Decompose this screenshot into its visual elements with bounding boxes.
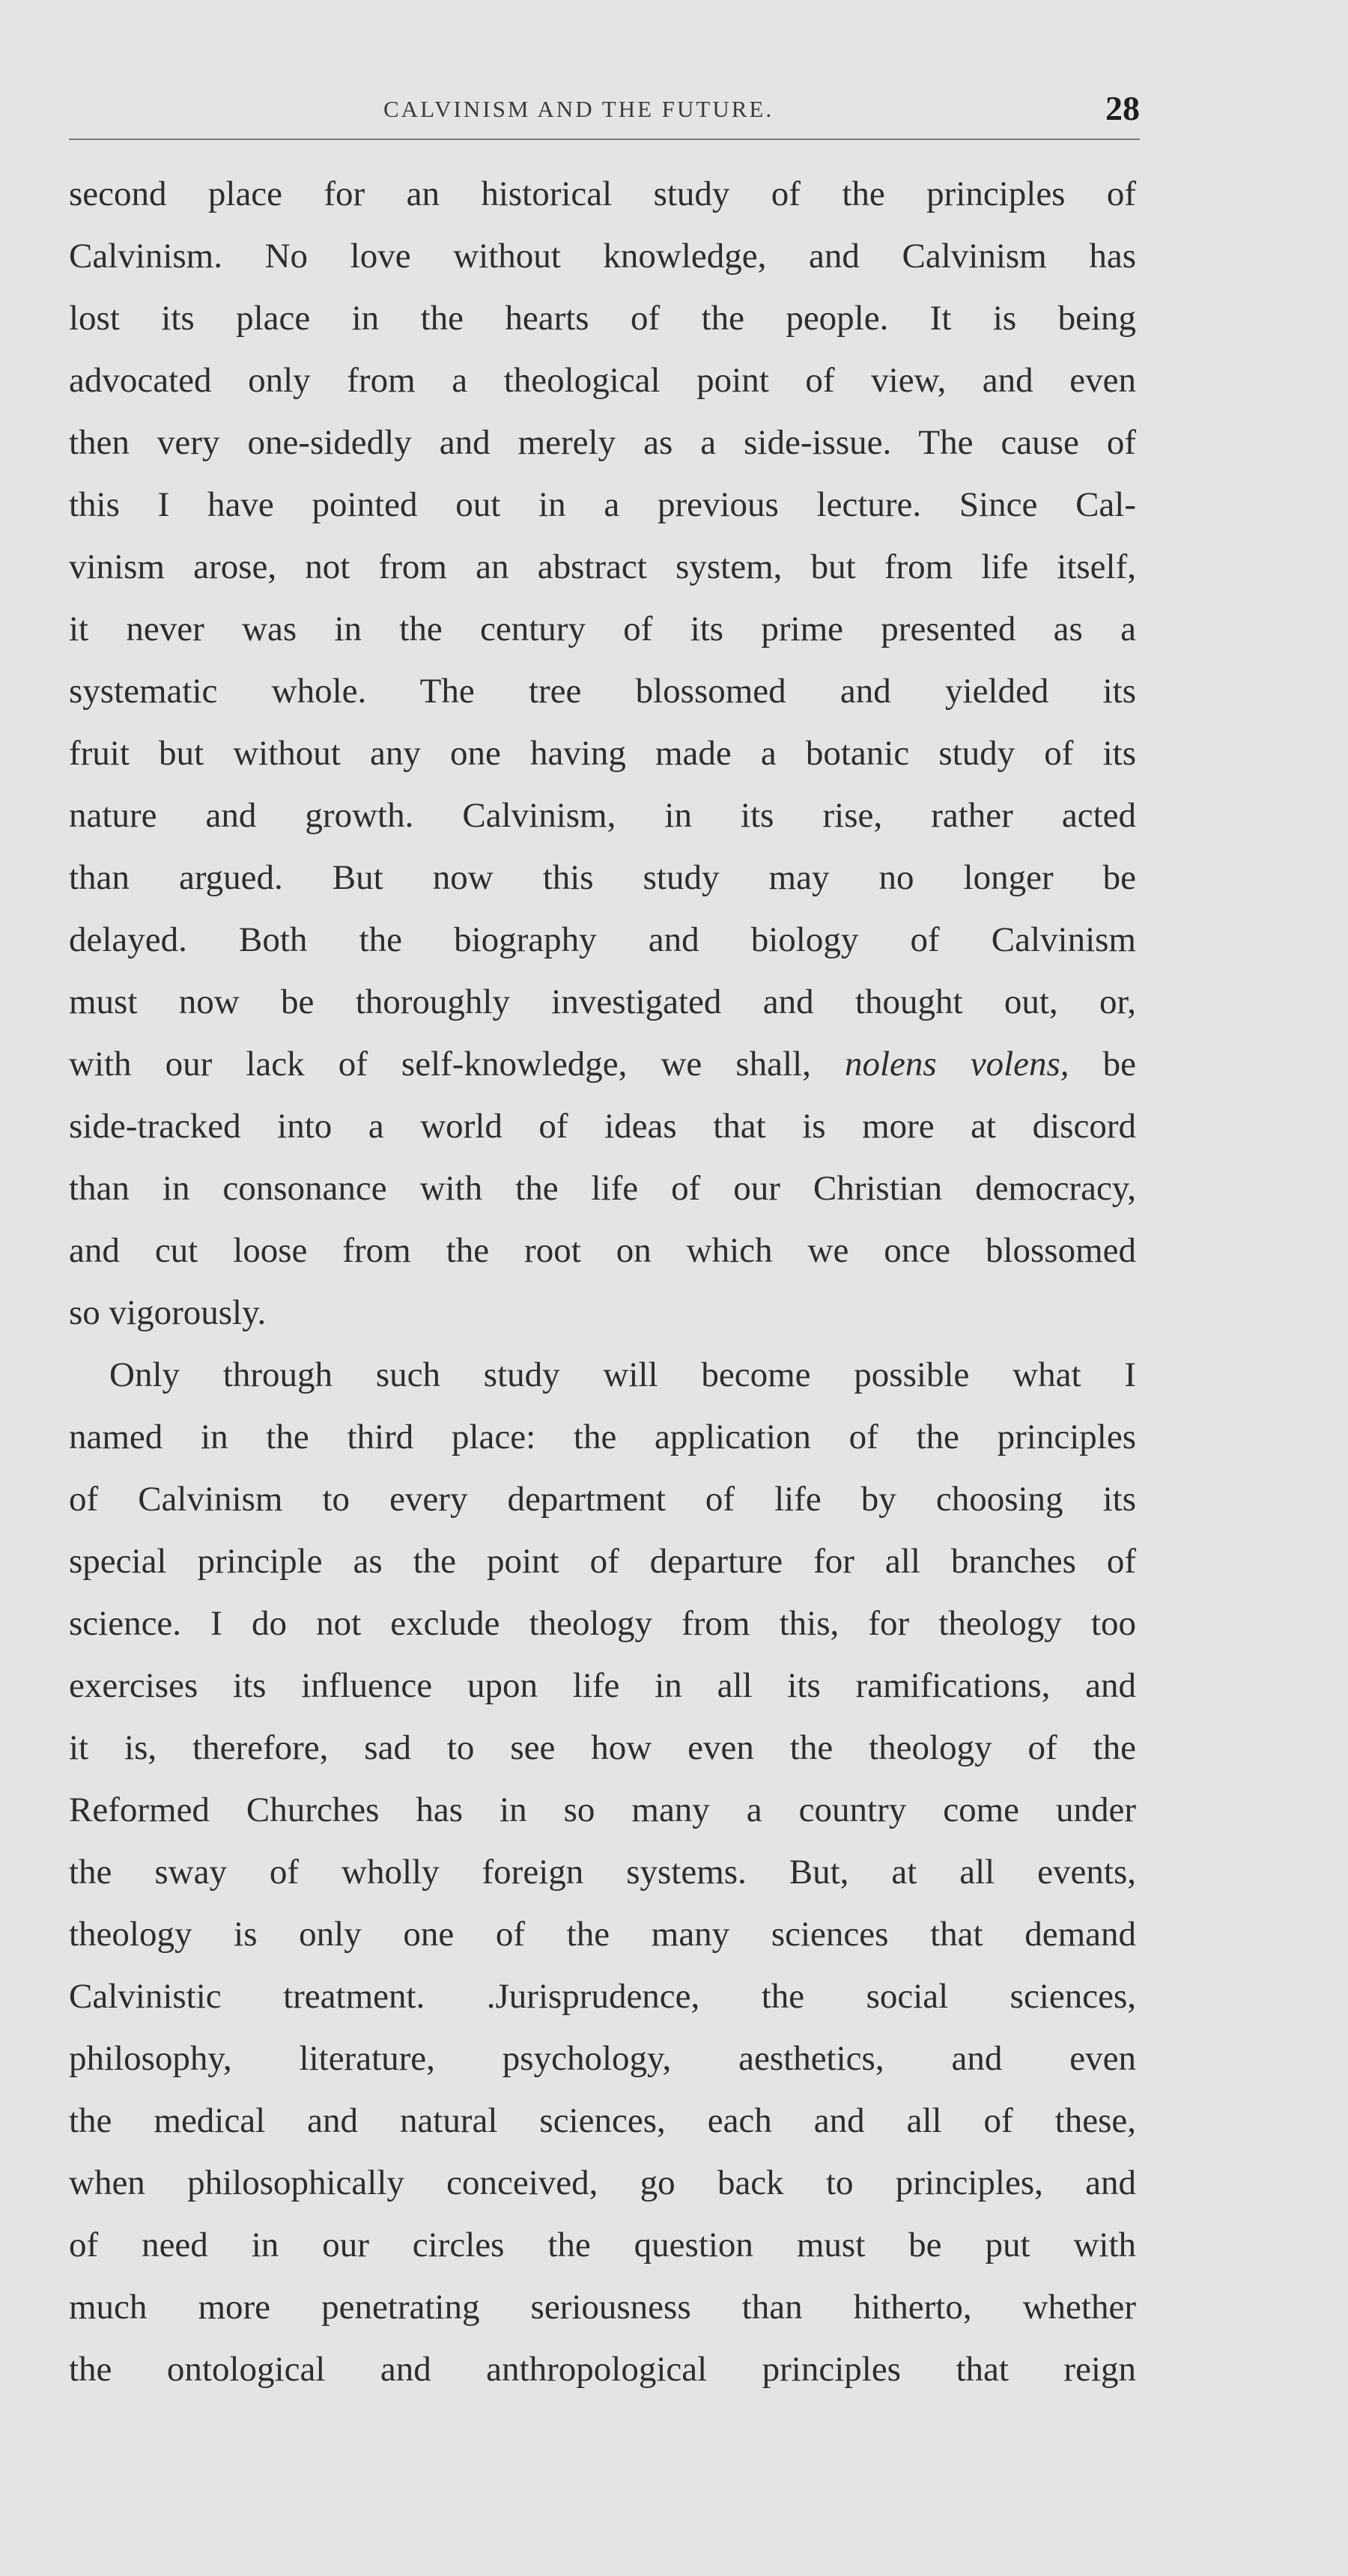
text-run: with our lack of self-knowledge, we shall, bbox=[69, 1045, 845, 1084]
text-line: must now be thoroughly investigated and thought out, or, bbox=[69, 982, 1136, 1021]
running-title: CALVINISM AND THE FUTURE. bbox=[383, 96, 774, 122]
text-line: the sway of wholly foreign systems. But, at all events, bbox=[69, 1853, 1136, 1892]
text-line: side-tracked into a world of ideas that is more at discord bbox=[69, 1107, 1136, 1146]
text-line: it never was in the century of its prime presented as a bbox=[69, 610, 1136, 648]
text-line: Calvinism. No love without knowledge, and Calvinism has bbox=[69, 237, 1136, 276]
paragraph-first-line: Only through such study will become possible what I bbox=[109, 1355, 1136, 1394]
text-line: than argued. But now this study may no longer be bbox=[69, 858, 1136, 897]
text-run: be bbox=[1069, 1045, 1136, 1084]
text-line: and cut loose from the root on which we once blossomed bbox=[69, 1231, 1136, 1270]
text-line: advocated only from a theological point of view, and even bbox=[69, 361, 1136, 400]
page-number: 28 bbox=[1105, 89, 1140, 127]
text-line: Calvinistic treatment. .Jurisprudence, the social sciences, bbox=[69, 1977, 1136, 2016]
text-line: of Calvinism to every department of life by choosing its bbox=[69, 1480, 1136, 1519]
text-line: delayed. Both the biography and biology of Calvinism bbox=[69, 920, 1136, 959]
text-line: than in consonance with the life of our Christian democracy, bbox=[69, 1169, 1136, 1208]
text-line: nature and growth. Calvinism, in its rise, rather acted bbox=[69, 796, 1136, 835]
text-line: second place for an historical study of the principles of bbox=[69, 174, 1136, 213]
text-line: the ontological and anthropological principles that reign bbox=[69, 2350, 1136, 2389]
text-line: systematic whole. The tree blossomed and yielded its bbox=[69, 672, 1136, 711]
text-line: theology is only one of the many sciences that demand bbox=[69, 1915, 1136, 1954]
text-line-with-italic bbox=[69, 1033, 1136, 1096]
text-line: it is, therefore, sad to see how even the theology of the bbox=[69, 1728, 1136, 1767]
text-line: named in the third place: the application of the principles bbox=[69, 1418, 1136, 1456]
text-line: science. I do not exclude theology from this, for theology too bbox=[69, 1604, 1136, 1643]
text-line: Reformed Churches has in so many a country come under bbox=[69, 1790, 1136, 1829]
text-line: the medical and natural sciences, each and all of these, bbox=[69, 2101, 1136, 2140]
text-line: lost its place in the hearts of the people. It is being bbox=[69, 299, 1136, 338]
text-line: special principle as the point of departure for all branches of bbox=[69, 1542, 1136, 1581]
text-line: this I have pointed out in a previous lecture. Since Cal- bbox=[69, 485, 1136, 524]
text-line: philosophy, literature, psychology, aesthetics, and even bbox=[69, 2039, 1136, 2078]
text-line: of need in our circles the question must be put with bbox=[69, 2226, 1136, 2264]
text-line: much more penetrating seriousness than hitherto, whether bbox=[69, 2288, 1136, 2327]
running-head bbox=[69, 88, 1140, 133]
text-line: fruit but without any one having made a botanic study of its bbox=[69, 734, 1136, 773]
body-text bbox=[69, 163, 1136, 2401]
text-line: exercises its influence upon life in all its ramifications, and bbox=[69, 1666, 1136, 1705]
text-line: vinism arose, not from an abstract system, but from life itself, bbox=[69, 547, 1136, 586]
text-line: then very one-sidedly and merely as a side-issue. The cause of bbox=[69, 423, 1136, 462]
header-rule bbox=[69, 139, 1140, 140]
text-line: when philosophically conceived, go back to principles, and bbox=[69, 2163, 1136, 2202]
paragraph-last-line: so vigorously. bbox=[69, 1293, 267, 1332]
italic-phrase: nolens volens, bbox=[844, 1045, 1069, 1084]
